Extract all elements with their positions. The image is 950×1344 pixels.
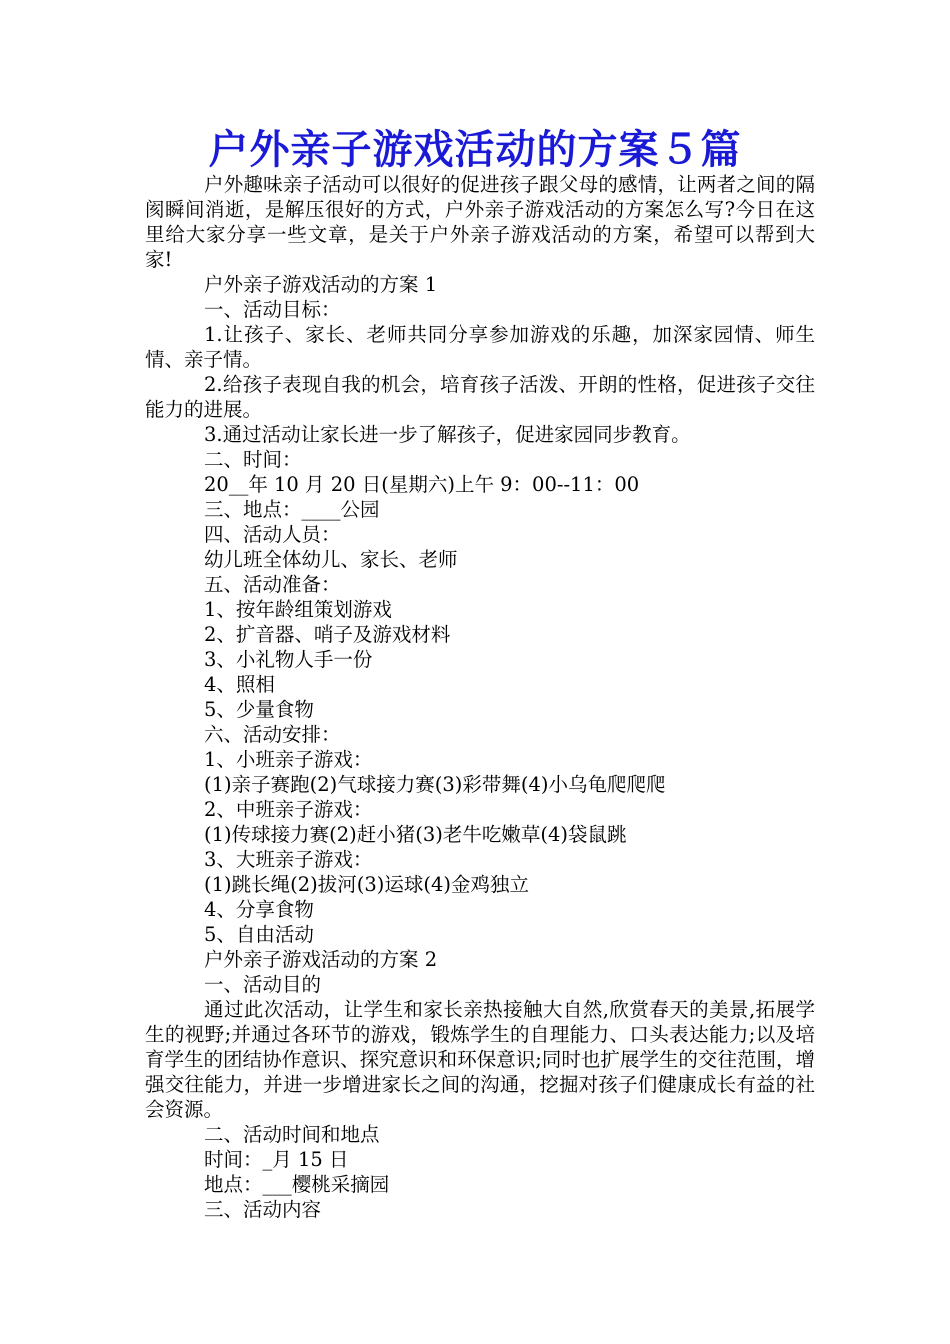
purpose-paragraph: 通过此次活动，让学生和家长亲热接触大自然,欣赏春天的美景,拓展学生的视野;并通过各环节的游戏，锻炼学生的自理能力、口头表达能力;以及培育学生的团结协作意识、探究意识和环保意识;同时也扩展学生的交往范围，增强交往能力，并进一步增进家长之间的沟通，挖掘对孩子们健康成长有益的社会资源。 xyxy=(145,998,815,1121)
section-heading: 五、活动准备： xyxy=(204,573,341,596)
goal-item: 2.给孩子表现自我的机会，培育孩子活泼、开朗的性格，促进孩子交往能力的进展。 xyxy=(145,373,815,421)
section-heading: 六、活动安排： xyxy=(204,723,341,746)
list-item: 2、中班亲子游戏： xyxy=(204,798,373,821)
list-item: (1)跳长绳(2)拔河(3)运球(4)金鸡独立 xyxy=(204,873,529,896)
list-item: 3、大班亲子游戏： xyxy=(204,848,373,871)
list-item: 4、照相 xyxy=(204,673,275,696)
time-value: 20__年 10 月 20 日(星期六)上午 9：00--11：00 xyxy=(204,473,640,496)
section-heading: 三、活动内容 xyxy=(204,1198,322,1221)
list-item: 3、小礼物人手一份 xyxy=(204,648,373,671)
section-heading: 三、地点：____公园 xyxy=(204,498,380,521)
list-item: (1)亲子赛跑(2)气球接力赛(3)彩带舞(4)小乌龟爬爬爬 xyxy=(204,773,666,796)
goal-item: 3.通过活动让家长进一步了解孩子，促进家园同步教育。 xyxy=(204,423,691,446)
list-item: (1)传球接力赛(2)赶小猪(3)老牛吃嫩草(4)袋鼠跳 xyxy=(204,823,627,846)
participants-value: 幼儿班全体幼儿、家长、老师 xyxy=(204,548,458,571)
document-title: 户外亲子游戏活动的方案５篇 xyxy=(208,126,742,173)
document-body xyxy=(145,172,815,1222)
list-item: 1、按年龄组策划游戏 xyxy=(204,598,392,621)
place-value: 地点：___樱桃采摘园 xyxy=(204,1173,390,1196)
section-heading: 一、活动目标： xyxy=(204,298,341,321)
list-item: 2、扩音器、哨子及游戏材料 xyxy=(204,623,451,646)
list-item: 1、小班亲子游戏： xyxy=(204,748,373,771)
plan1-title: 户外亲子游戏活动的方案 1 xyxy=(204,273,438,296)
plan2-title: 户外亲子游戏活动的方案 2 xyxy=(204,948,438,971)
list-item: 5、少量食物 xyxy=(204,698,314,721)
time-value: 时间：_月 15 日 xyxy=(204,1148,349,1171)
list-item: 5、自由活动 xyxy=(204,923,314,946)
list-item: 4、分享食物 xyxy=(204,898,314,921)
section-heading: 二、活动时间和地点 xyxy=(204,1123,380,1146)
section-heading: 一、活动目的 xyxy=(204,973,322,996)
goal-item: 1.让孩子、家长、老师共同分享参加游戏的乐趣，加深家园情、师生情、亲子情。 xyxy=(145,323,815,371)
section-heading: 四、活动人员： xyxy=(204,523,341,546)
intro-paragraph: 户外趣味亲子活动可以很好的促进孩子跟父母的感情，让两者之间的隔阂瞬间消逝，是解压很好的方式，户外亲子游戏活动的方案怎么写?今日在这里给大家分享一些文章，是关于户外亲子游戏活动的方案，希望可以帮到大家! xyxy=(145,173,815,271)
section-heading: 二、时间： xyxy=(204,448,302,471)
